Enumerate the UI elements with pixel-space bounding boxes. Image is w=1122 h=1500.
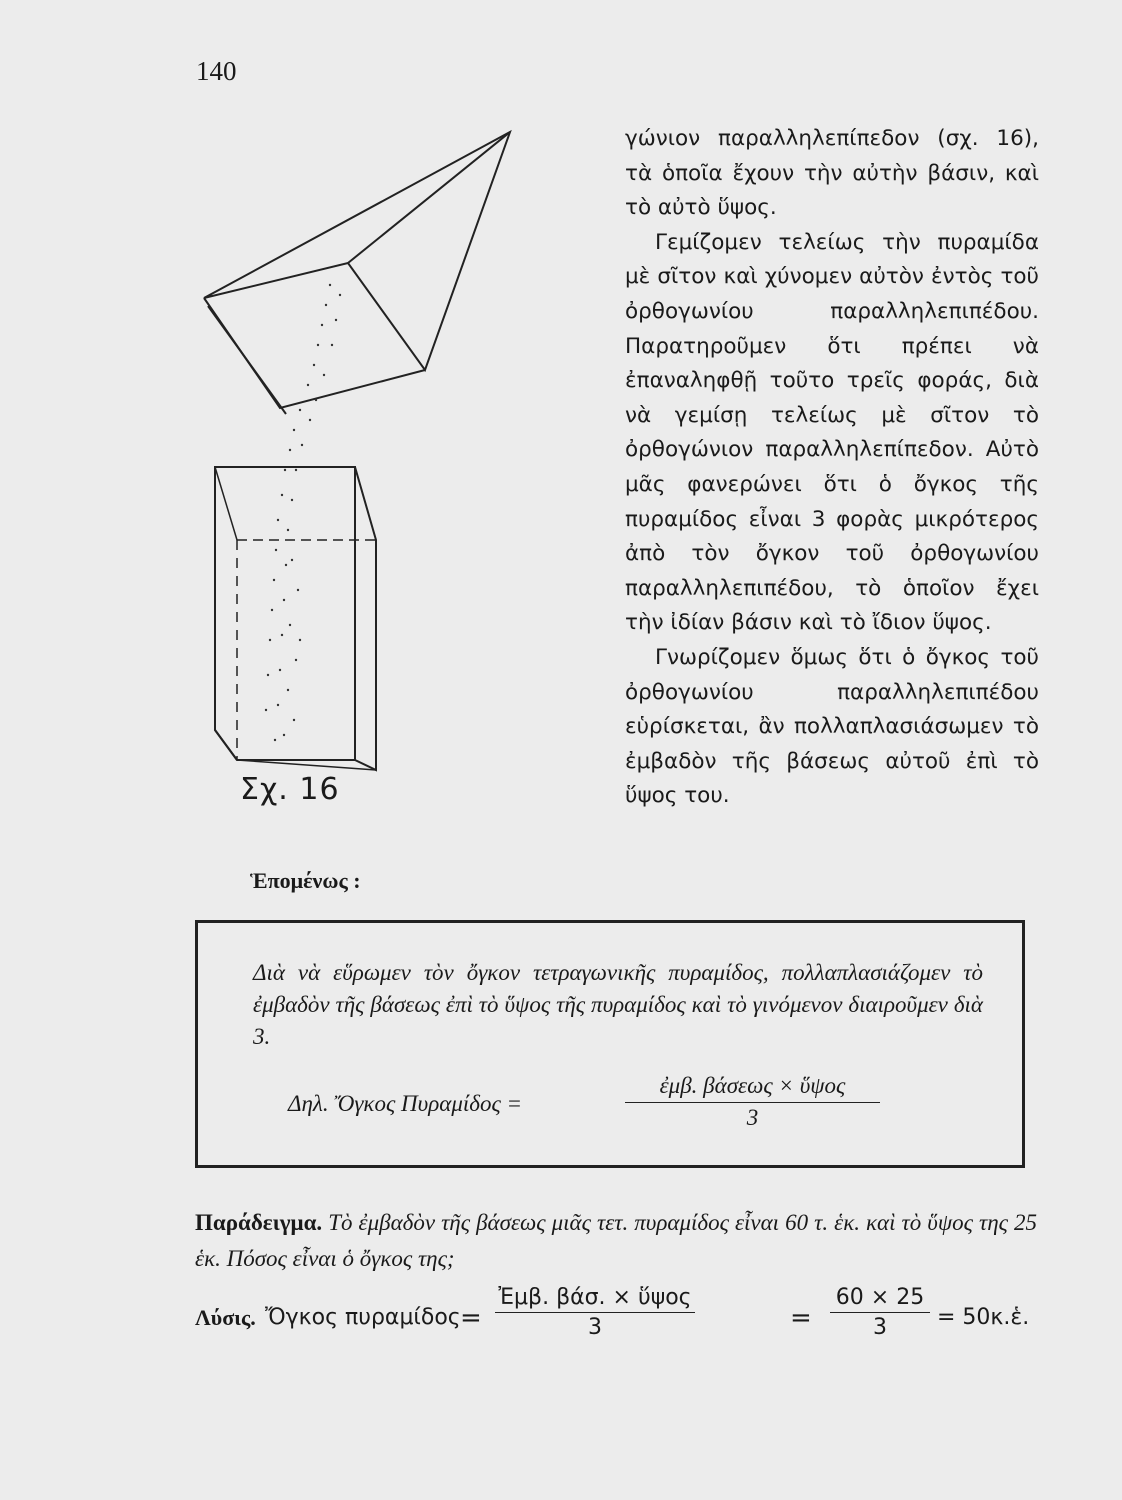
formula-lhs: Δηλ. Ὄγκος Πυραμίδος = (288, 1091, 523, 1116)
solution-lhs: Ὄγκος πυραμίδος (265, 1305, 461, 1330)
example-paragraph (195, 1205, 1037, 1277)
fraction-1-denominator: 3 (588, 1315, 602, 1340)
formula-numerator: ἐμβ. βάσεως × ὕψος (625, 1073, 880, 1103)
formula-denominator: 3 (746, 1105, 759, 1130)
example-label: Παράδειγμα. (195, 1210, 323, 1235)
page-number: 140 (196, 56, 237, 86)
equals-sign: = (790, 1303, 812, 1333)
pyramid-prism-figure (190, 120, 520, 840)
solution-label: Λύσις. (195, 1305, 256, 1330)
fraction-2-numerator: 60 × 25 (830, 1285, 930, 1313)
fraction-2-denominator: 3 (873, 1315, 887, 1340)
formula-fraction (625, 1073, 880, 1131)
paragraph: Γνωρίζομεν ὅμως ὅτι ὁ ὄγκος τοῦ ὀρθογωνίου παραλληλεπιπέδου εὑρίσκεται, ἂν πολλαπλασιάσωμεν τὸ ἐμβαδὸν τῆς βάσεως αὐτοῦ ἐπὶ τὸ ὕψος του. (625, 644, 1039, 809)
volume-formula (288, 1073, 988, 1133)
body-text-column (625, 122, 1039, 814)
paragraph: Γεμίζομεν τελείως τὴν πυραμίδα μὲ σῖτον καὶ χύνομεν αὐτὸν ἐντὸς τοῦ ὀρθογωνίου παραλληλεπιπέδου. Παρατηροῦμεν ὅτι πρέπει νὰ ἐπαναληφθῇ τοῦτο τρεῖς φοράς, διὰ νὰ γεμίσῃ τελείως μὲ σῖτον τὸ ὀρθογώνιον παραλληλεπίπεδον. Αὐτὸ μᾶς φανερώνει ὅτι ὁ ὄγκος τῆς πυραμίδος εἶναι 3 φορὰς μικρότερος ἀπὸ τὸν ὄγκον τοῦ ὀρθογωνίου παραλληλεπιπέδου, τὸ ὁποῖον ἔχει τὴν ἰδίαν βάσιν καὶ τὸ ἴδιον ὕψος. (625, 229, 1039, 636)
example-text: Τὸ ἐμβαδὸν τῆς βάσεως μιᾶς τετ. πυραμίδος εἶναι 60 τ. ἑκ. καὶ τὸ ὕψος της 25 ἑκ. Πόσος εἶναι ὁ ὄγκος της; (195, 1210, 1037, 1271)
figure-caption: Σχ. 16 (240, 772, 340, 807)
solution-fraction-2 (830, 1285, 930, 1340)
section-heading: Ἑπομένως : (250, 868, 361, 893)
solution-line (195, 1285, 1055, 1355)
equals-sign: = (460, 1303, 482, 1333)
prism-outline (215, 467, 355, 760)
pyramid-outline (204, 132, 510, 370)
solution-result: = 50κ.ἑ. (937, 1305, 1030, 1330)
rule-box (195, 920, 1025, 1168)
paragraph: γώνιον παραλληλεπίπεδον (σχ. 16), τὰ ὁποῖα ἔχουν τὴν αὐτὴν βάσιν, καὶ τὸ αὐτὸ ὕψος. (625, 126, 1039, 221)
fraction-1-numerator: Ἐμβ. βάσ. × ὕψος (495, 1285, 695, 1313)
solution-fraction-1 (495, 1285, 695, 1340)
rule-text: Διὰ νὰ εὕρωμεν τὸν ὄγκον τετραγωνικῆς πυραμίδος, πολλαπλασιάζομεν τὸ ἐμβαδὸν τῆς βάσεως ἐπὶ τὸ ὕψος τῆς πυραμίδος καὶ τὸ γινόμενον διαιροῦμεν διὰ 3. (253, 960, 983, 1049)
